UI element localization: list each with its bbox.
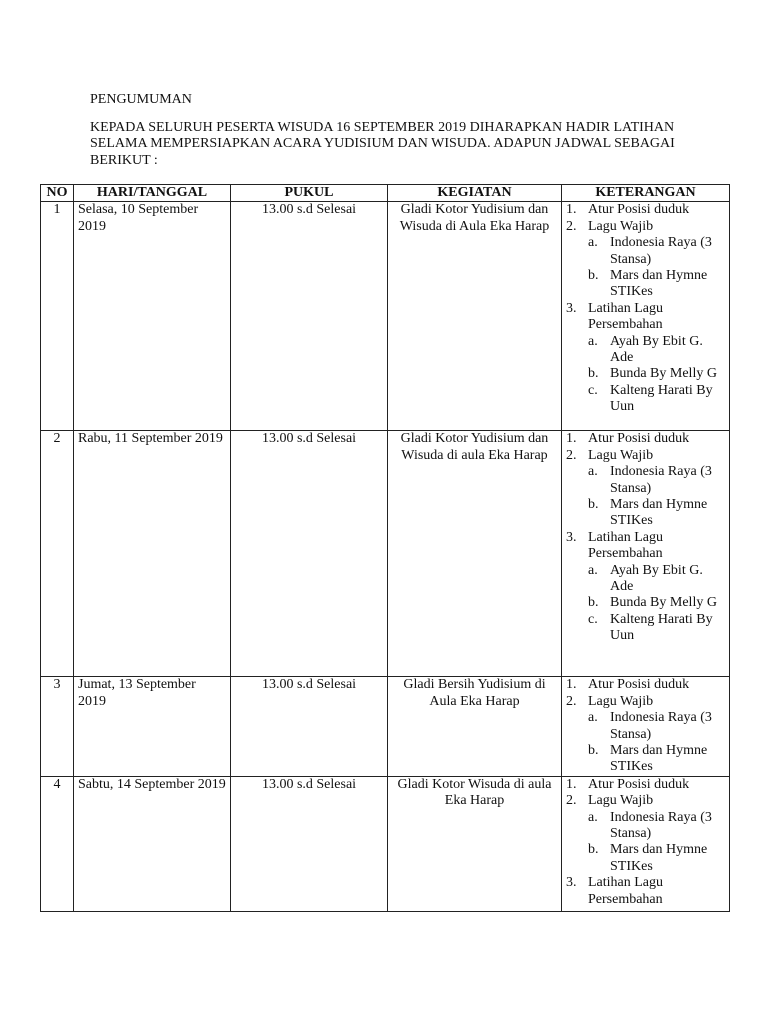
list-text: Indonesia Raya (3 Stansa) — [610, 809, 712, 842]
table-row — [41, 776, 730, 911]
list-text: Mars dan Hymne STIKes — [610, 743, 708, 775]
sub-list — [566, 464, 725, 530]
list-text: Lagu Wajib — [588, 218, 654, 234]
list-text: Atur Posisi duduk — [588, 677, 690, 693]
list-text: Lagu Wajib — [588, 693, 654, 709]
list-marker: a. — [588, 562, 598, 578]
header-activity: KEGIATAN — [388, 185, 562, 202]
cell-time: 13.00 s.d Selesai — [231, 677, 388, 776]
list-item — [566, 301, 725, 416]
notes-list — [566, 777, 725, 908]
list-marker: b. — [588, 842, 599, 858]
table-header-row — [41, 185, 730, 202]
list-marker: b. — [588, 268, 599, 284]
cell-no: 2 — [41, 431, 74, 677]
list-marker: b. — [588, 595, 599, 611]
list-marker: a. — [588, 464, 598, 480]
header-no: NO — [41, 185, 74, 202]
table-row — [41, 431, 730, 677]
list-text: Bunda By Melly G — [610, 595, 717, 611]
cell-activity: Gladi Bersih Yudisium di Aula Eka Harap — [388, 677, 562, 776]
list-marker: a. — [588, 710, 598, 726]
sub-list — [566, 810, 725, 876]
list-text: Lagu Wajib — [588, 447, 654, 463]
cell-activity: Gladi Kotor Wisuda di aula Eka Harap — [388, 776, 562, 911]
cell-notes — [562, 776, 730, 911]
list-item — [588, 334, 725, 367]
list-marker: a. — [588, 333, 598, 349]
list-text: Bunda By Melly G — [610, 366, 717, 382]
list-text: Kalteng Harati By Uun — [610, 382, 713, 415]
list-item — [566, 431, 725, 447]
list-marker: 1. — [566, 776, 577, 792]
list-text: Indonesia Raya (3 Stansa) — [610, 235, 712, 267]
list-marker: b. — [588, 366, 599, 382]
cell-time: 13.00 s.d Selesai — [231, 431, 388, 677]
list-marker: a. — [588, 235, 598, 251]
sub-list — [566, 235, 725, 301]
list-marker: 3. — [566, 529, 577, 545]
cell-notes — [562, 202, 730, 431]
cell-date: Rabu, 11 September 2019 — [74, 431, 231, 677]
list-marker: 2. — [566, 693, 577, 709]
sub-list — [566, 334, 725, 416]
list-marker: b. — [588, 743, 599, 759]
list-item — [588, 842, 725, 875]
list-text: Latihan Lagu Persembahan — [588, 529, 664, 562]
list-item — [588, 235, 725, 268]
list-marker: 2. — [566, 218, 577, 234]
sub-list — [566, 563, 725, 645]
list-text: Indonesia Raya (3 Stansa) — [610, 464, 712, 496]
list-item — [566, 677, 725, 693]
list-marker: 1. — [566, 677, 577, 693]
list-text: Atur Posisi duduk — [588, 202, 690, 218]
list-text: Lagu Wajib — [588, 793, 654, 809]
list-item — [588, 595, 725, 611]
schedule-table — [40, 184, 730, 912]
table-row — [41, 202, 730, 431]
list-marker: 2. — [566, 793, 577, 809]
list-item — [588, 383, 725, 416]
header-notes: KETERANGAN — [562, 185, 730, 202]
cell-time: 13.00 s.d Selesai — [231, 202, 388, 431]
list-text: Atur Posisi duduk — [588, 431, 690, 447]
list-item — [566, 219, 725, 301]
list-item — [588, 710, 725, 743]
cell-date: Jumat, 13 September 2019 — [74, 677, 231, 776]
header-date: HARI/TANGGAL — [74, 185, 231, 202]
notes-list — [566, 677, 725, 775]
list-marker: 1. — [566, 431, 577, 447]
cell-notes — [562, 431, 730, 677]
list-marker: 2. — [566, 447, 577, 463]
cell-notes — [562, 677, 730, 776]
list-text: Atur Posisi duduk — [588, 776, 690, 792]
list-item — [588, 464, 725, 497]
list-text: Latihan Lagu Persembahan — [588, 875, 664, 907]
list-text: Kalteng Harati By Uun — [610, 611, 713, 644]
list-text: Mars dan Hymne STIKes — [610, 268, 708, 300]
list-marker: 3. — [566, 875, 577, 891]
list-text: Latihan Lagu Persembahan — [588, 300, 664, 333]
announcement-intro: KEPADA SELURUH PESERTA WISUDA 16 SEPTEMBER 2019 DIHARAPKAN HADIR LATIHAN SELAMA MEMPERSIAPKAN ACARA YUDISIUM DAN WISUDA. ADAPUN JADWAL SEBAGAI BERIKUT : — [90, 120, 675, 168]
list-text: Mars dan Hymne STIKes — [610, 497, 708, 529]
list-item — [588, 563, 725, 596]
cell-no: 1 — [41, 202, 74, 431]
notes-list — [566, 431, 725, 644]
list-text: Indonesia Raya (3 Stansa) — [610, 710, 712, 742]
sub-list — [566, 710, 725, 776]
header-time: PUKUL — [231, 185, 388, 202]
list-text: Mars dan Hymne STIKes — [610, 842, 708, 874]
cell-no: 3 — [41, 677, 74, 776]
list-item — [566, 777, 725, 793]
list-marker: a. — [588, 809, 598, 825]
list-item — [588, 268, 725, 301]
list-item — [588, 612, 725, 645]
table-row — [41, 677, 730, 776]
list-marker: 1. — [566, 202, 577, 218]
list-item — [566, 875, 725, 908]
list-marker: 3. — [566, 300, 577, 316]
list-item — [588, 810, 725, 843]
cell-date: Selasa, 10 September 2019 — [74, 202, 231, 431]
list-item — [566, 448, 725, 530]
list-item — [566, 202, 725, 218]
cell-activity: Gladi Kotor Yudisium dan Wisuda di aula Eka Harap — [388, 431, 562, 677]
list-marker: b. — [588, 497, 599, 513]
list-item — [588, 743, 725, 776]
list-marker: c. — [588, 382, 598, 398]
cell-date: Sabtu, 14 September 2019 — [74, 776, 231, 911]
list-item — [588, 497, 725, 530]
list-item — [566, 530, 725, 645]
cell-time: 13.00 s.d Selesai — [231, 776, 388, 911]
list-text: Ayah By Ebit G. Ade — [610, 562, 703, 595]
list-item — [566, 793, 725, 875]
list-item — [588, 366, 725, 382]
list-text: Ayah By Ebit G. Ade — [610, 333, 703, 366]
announcement-title: PENGUMUMAN — [90, 92, 192, 107]
cell-activity: Gladi Kotor Yudisium dan Wisuda di Aula Eka Harap — [388, 202, 562, 431]
cell-no: 4 — [41, 776, 74, 911]
list-item — [566, 694, 725, 776]
notes-list — [566, 202, 725, 415]
list-marker: c. — [588, 611, 598, 627]
